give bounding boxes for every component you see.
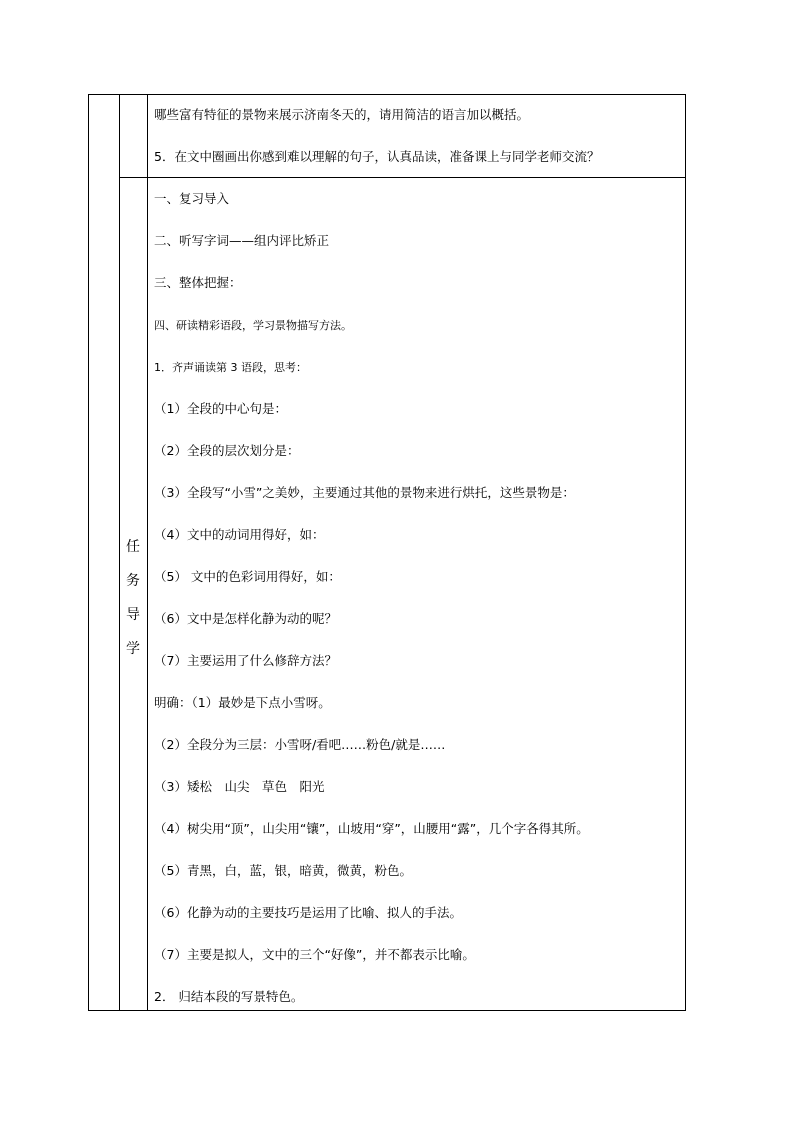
question-3: （3）全段写“小雪”之美妙，主要通过其他的景物来进行烘托，这些景物是： [154,485,575,500]
task-guide-label [119,185,147,1011]
question-4: （4）文中的动词用得好，如： [154,527,325,542]
answer-7: （7）主要是拟人，文中的三个“好像”，并不都表示比喻。 [154,947,475,962]
answer-3: （3）矮松 山尖 草色 阳光 [154,779,325,794]
answer-4: （4）树尖用“顶”，山尖用“镶”，山坡用“穿”，山腰用“露”，几个字各得其所。 [154,821,589,836]
answer-1: 明确：（1）最妙是下点小雪呀。 [154,695,331,710]
side-label-char: 导 [126,607,140,623]
step-review-intro: 一、复习导入 [154,191,230,206]
question-2: （2）全段的层次划分是： [154,443,300,458]
answer-6: （6）化静为动的主要技巧是运用了比喻、拟人的手法。 [154,905,462,920]
question-1: （1）全段的中心句是： [154,401,287,416]
side-label-char: 学 [126,641,140,657]
preview-question-5: 5．在文中圈画出你感到难以理解的句子，认真品读，准备课上与同学老师交流？ [154,149,600,164]
step-overall-grasp: 三、整体把握： [154,275,242,290]
question-6: （6）文中是怎样化静为动的呢？ [154,611,337,626]
table-right-border [685,94,686,1011]
table-left-border [88,94,89,1011]
task-summarize-features: 2． 归结本段的写景特色。 [154,989,304,1004]
question-5: （5） 文中的色彩词用得好，如： [154,569,341,584]
side-label-char: 任 [126,539,140,555]
task-read-paragraph-3: 1．齐声诵读第 3 语段，思考： [154,361,307,374]
step-dictation: 二、听写字词——组内评比矫正 [154,233,330,248]
question-7: （7）主要运用了什么修辞方法？ [154,653,337,668]
table-bottom-border [88,1010,686,1011]
side-label-char: 务 [126,573,140,589]
step-close-reading: 四、研读精彩语段，学习景物描写方法。 [154,319,352,332]
table-top-border [88,94,686,95]
answer-2: （2）全段分为三层：小雪呀/看吧……粉色/就是…… [154,737,446,752]
answer-5: （5）青黑，白，蓝，银，暗黄，微黄，粉色。 [154,863,412,878]
table-column-divider-2 [147,94,148,1011]
table-row-divider [119,177,686,178]
preview-question-4-tail: 哪些富有特征的景物来展示济南冬天的，请用简洁的语言加以概括。 [154,107,530,122]
